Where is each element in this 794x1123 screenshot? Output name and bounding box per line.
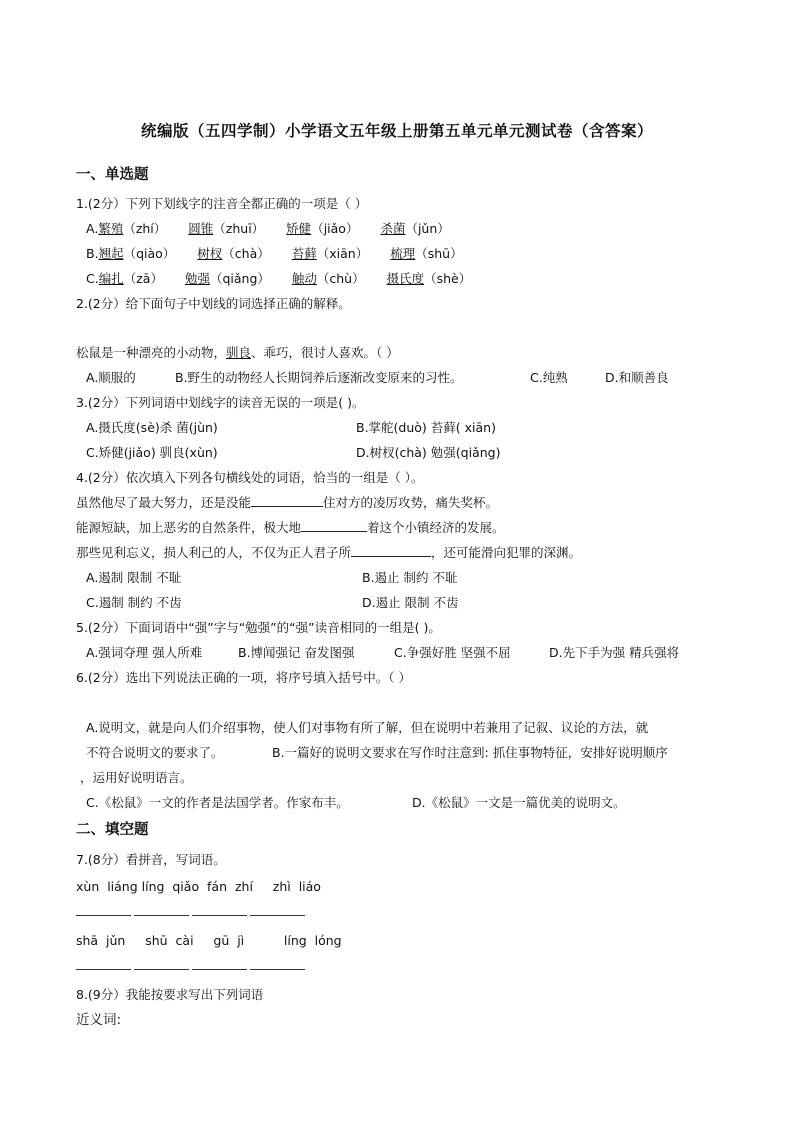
sentence-text: 虽然他尽了最大努力，还是没能 <box>76 495 252 510</box>
pinyin: （qiào） <box>123 246 176 261</box>
question-8-subheading: 近义词: <box>76 1012 122 1028</box>
pinyin: （xiān） <box>316 246 369 261</box>
underlined-word: 梳理 <box>390 246 416 261</box>
answer-line[interactable] <box>192 969 247 970</box>
question-4-option-c: C.遏制 制约 不齿 <box>86 595 182 610</box>
question-4-option-d: D.遏止 限制 不齿 <box>362 595 459 610</box>
question-6-option-b-line-2: ，运用好说明语言。 <box>80 770 193 785</box>
section-heading-single-choice: 一、单选题 <box>76 167 149 183</box>
question-6-option-a-line-2: 不符合说明文的要求了。 <box>86 745 224 760</box>
underlined-word: 繁殖 <box>98 221 124 236</box>
question-4-sentence-3 <box>76 544 581 562</box>
answer-line[interactable] <box>76 969 131 970</box>
option-prefix: A. <box>86 221 99 236</box>
section-heading-fill-blank: 二、填空题 <box>76 822 149 838</box>
answer-line[interactable] <box>76 915 131 916</box>
question-6-stem: 6.(2分）选出下列说法正确的一项，将序号填入括号中。（ ） <box>76 670 411 685</box>
answer-line[interactable] <box>250 969 305 970</box>
question-3-option-c: C.矫健(jiǎo) 驯良(xùn) <box>86 445 218 460</box>
pinyin: （shè） <box>424 271 472 286</box>
answer-line[interactable] <box>134 915 189 916</box>
underlined-word: 驯良 <box>226 345 252 360</box>
answer-line[interactable] <box>192 915 247 916</box>
sentence-text: 能源短缺，加上恶劣的自然条件，极大地 <box>76 520 302 535</box>
question-4-option-a: A.遏制 限制 不耻 <box>86 570 182 585</box>
question-1-option-a <box>86 220 450 238</box>
pinyin-row-1: xùn liáng líng qiǎo fán zhí zhì liáo <box>76 879 321 894</box>
question-6-option-c: C.《松鼠》一文的作者是法国学者。作家布丰。 <box>86 795 349 810</box>
question-4-sentence-2 <box>76 519 505 537</box>
pinyin: （zā） <box>123 271 163 286</box>
question-6-option-b-line-1: B.一篇好的说明文要求在写作时注意到: 抓住事物特征，安排好说明顺序 <box>272 745 668 760</box>
underlined-word: 苔藓 <box>291 246 317 261</box>
question-2-option-b: B.野生的动物经人长期饲养后逐渐改变原来的习性。 <box>175 370 463 385</box>
question-3-option-d: D.树杈(chà) 勉强(qiǎng) <box>356 445 501 460</box>
sentence-text: 那些见利忘义，损人利己的人，不仅为正人君子所 <box>76 545 352 560</box>
pinyin: （chà） <box>222 246 270 261</box>
option-prefix: B. <box>86 246 99 261</box>
underlined-word: 翘起 <box>98 246 124 261</box>
underlined-word: 圆锥 <box>188 221 214 236</box>
question-2-sentence <box>76 344 399 362</box>
pinyin: （jǔn） <box>405 221 450 236</box>
question-1-option-b <box>86 245 463 263</box>
question-5-option-c: C.争强好胜 坚强不屈 <box>394 645 511 660</box>
question-6-option-d: D.《松鼠》一文是一篇优美的说明文。 <box>412 795 626 810</box>
question-8-stem: 8.(9分）我能按要求写出下列词语 <box>76 987 264 1002</box>
question-5-option-d: D.先下手为强 精兵强将 <box>549 645 680 660</box>
underlined-word: 摄氏度 <box>386 271 425 286</box>
answer-blank[interactable] <box>301 519 367 532</box>
question-5-option-b: B.博闻强记 奋发图强 <box>238 645 355 660</box>
sentence-text: 着这个小镇经济的发展。 <box>367 520 505 535</box>
underlined-word: 触动 <box>291 271 317 286</box>
page-title: 统编版（五四学制）小学语文五年级上册第五单元单元测试卷（含答案） <box>140 122 653 140</box>
underlined-word: 矫健 <box>286 221 312 236</box>
pinyin: （chù） <box>316 271 365 286</box>
question-1-stem: 1.(2分）下列下划线字的注音全都正确的一项是（ ） <box>76 196 368 211</box>
question-4-sentence-1 <box>76 494 498 512</box>
answer-blank[interactable] <box>351 544 431 557</box>
pinyin: （qiǎng） <box>209 271 270 286</box>
sentence-text: 、乖巧，很讨人喜欢。（ ） <box>251 345 399 360</box>
question-2-option-a: A.顺服的 <box>86 370 136 385</box>
option-prefix: C. <box>86 271 99 286</box>
answer-line[interactable] <box>250 915 305 916</box>
question-3-option-a: A.摄氏度(sè)杀 菌(jùn) <box>86 420 218 435</box>
question-2-option-c: C.纯熟 <box>530 370 568 385</box>
sentence-text: ，还可能滑向犯罪的深渊。 <box>431 545 582 560</box>
pinyin-row-2: shā jǔn shū cài gū jì líng lóng <box>76 933 342 948</box>
question-5-stem: 5.(2分）下面词语中“强”字与“勉强”的“强”读音相同的一组是( )。 <box>76 620 441 635</box>
question-4-stem: 4.(2分）依次填入下列各句横线处的词语，恰当的一组是（ ）。 <box>76 470 424 485</box>
question-4-option-b: B.遏止 制约 不耻 <box>362 570 458 585</box>
question-1-option-c <box>86 270 471 288</box>
question-2-stem: 2.(2分）给下面句子中划线的词选择正确的解释。 <box>76 296 351 311</box>
pinyin: （shū） <box>415 246 463 261</box>
answer-line[interactable] <box>134 969 189 970</box>
underlined-word: 树杈 <box>197 246 223 261</box>
question-6-option-a-line-1: A.说明文，就是向人们介绍事物，使人们对事物有所了解，但在说明中若兼用了记叙、议论的方法，就 <box>86 720 649 735</box>
question-3-stem: 3.(2分）下列词语中划线字的读音无误的一项是( )。 <box>76 395 365 410</box>
question-5-option-a: A.强词夺理 强人所难 <box>86 645 203 660</box>
sentence-text: 松鼠是一种漂亮的小动物， <box>76 345 227 360</box>
underlined-word: 杀菌 <box>380 221 406 236</box>
underlined-word: 编扎 <box>98 271 124 286</box>
pinyin: （jiǎo） <box>311 221 359 236</box>
underlined-word: 勉强 <box>184 271 210 286</box>
question-7-stem: 7.(8分）看拼音，写词语。 <box>76 852 226 867</box>
pinyin: （zhí） <box>123 221 167 236</box>
question-3-option-b: B.掌舵(duò) 苔藓( xiān) <box>356 420 496 435</box>
pinyin: （zhuī） <box>213 221 265 236</box>
question-2-option-d: D.和顺善良 <box>605 370 669 385</box>
sentence-text: 住对方的凌厉攻势，痛失奖杯。 <box>323 495 499 510</box>
answer-blank[interactable] <box>251 494 323 507</box>
